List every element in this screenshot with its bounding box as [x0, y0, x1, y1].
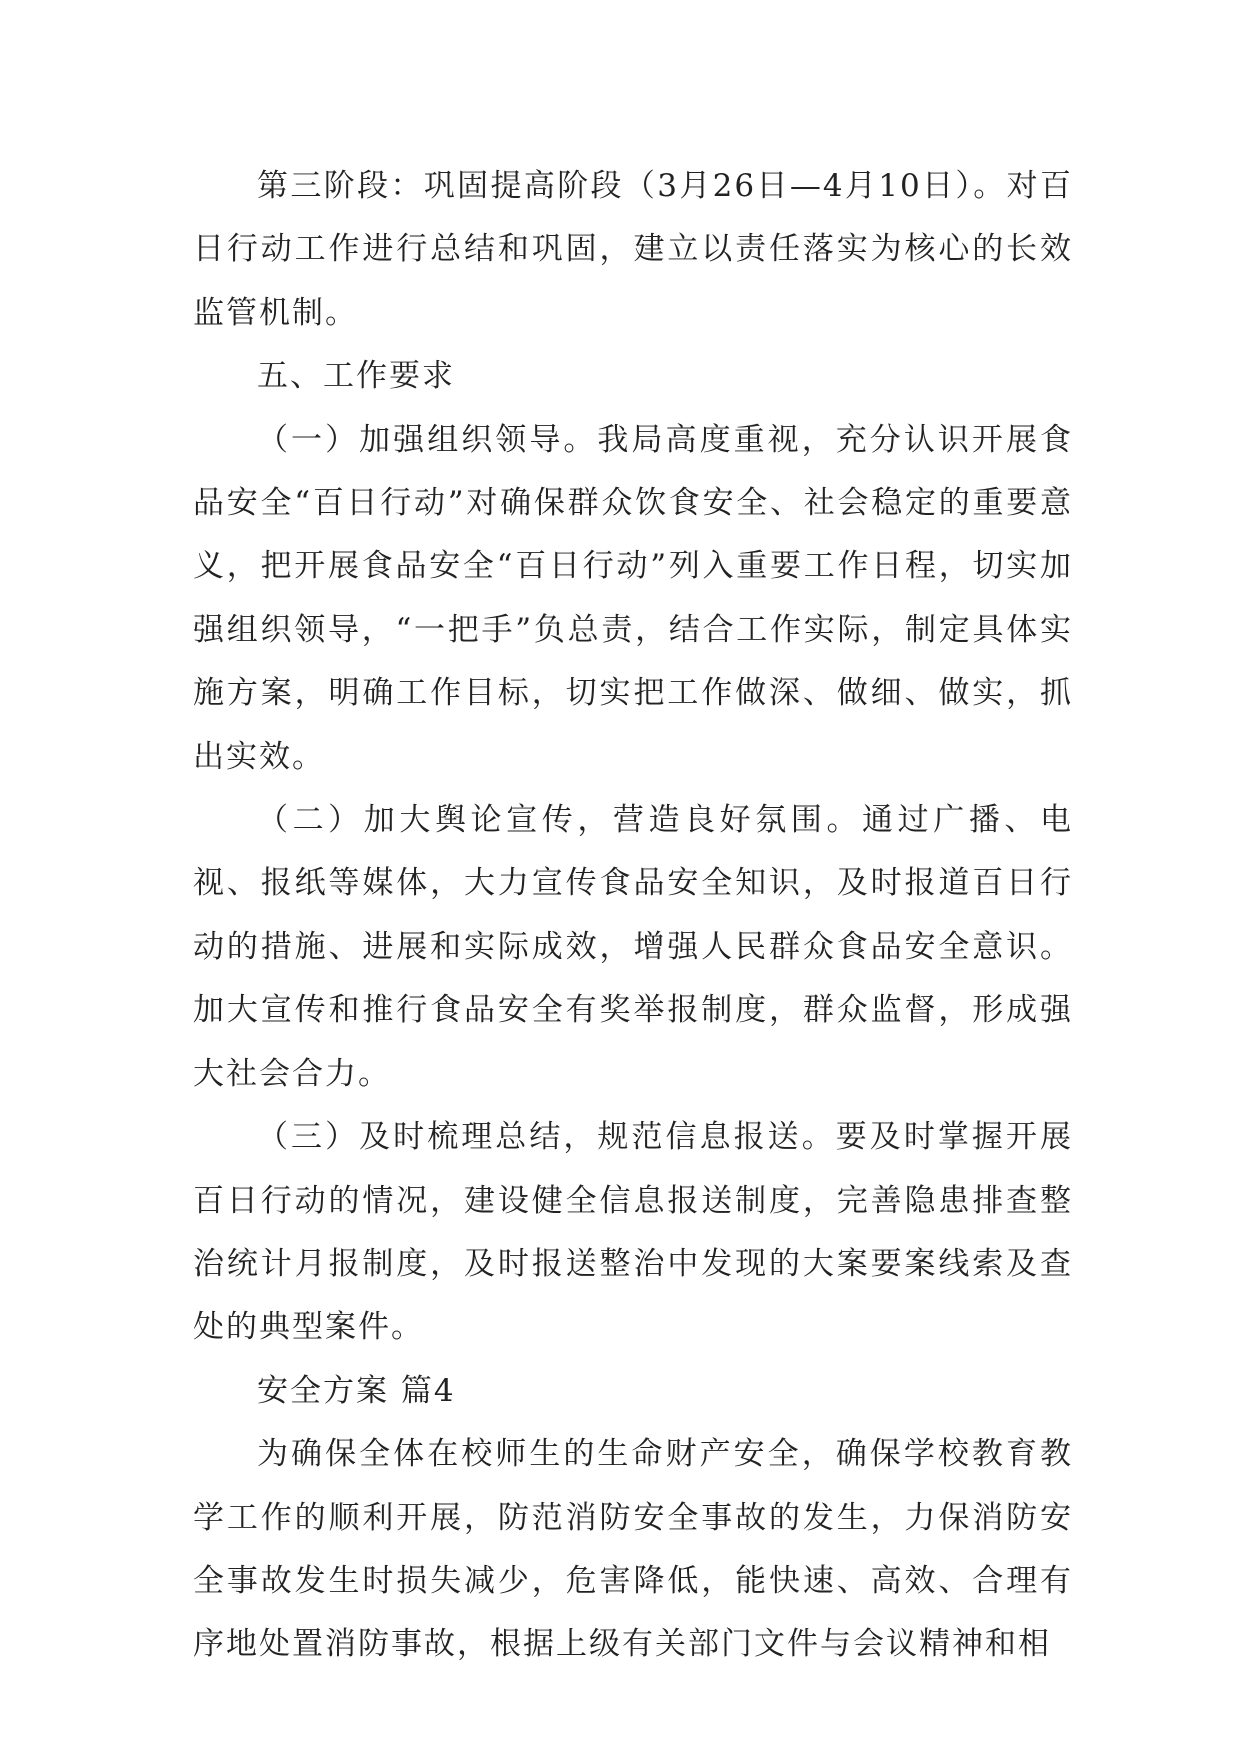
paragraph-requirement-one: （一）加强组织领导。我局高度重视，充分认识开展食品安全“百日行动”对确保群众饮食安全、社会稳定的重要意义，把开展食品安全“百日行动”列入重要工作日程，切实加强组织领导，“一把手”负总责，结合工作实际，制定具体实施方案，明确工作目标，切实把工作做深、做细、做实，抓出实效。	[193, 421, 1073, 775]
paragraph-plan-4-intro: 为确保全体在校师生的生命财产安全，确保学校教育教学工作的顺利开展，防范消防安全事故的发生，力保消防安全事故发生时损失减少，危害降低，能快速、高效、合理有序地处置消防事故，根据上级有关部门文件与会议精神和相	[193, 1436, 1073, 1663]
paragraph-requirement-three: （三）及时梳理总结，规范信息报送。要及时掌握开展百日行动的情况，建设健全信息报送制度，完善隐患排查整治统计月报制度，及时报送整治中发现的大案要案线索及查处的典型案件。	[193, 1119, 1073, 1346]
section-heading-work-requirements: 五、工作要求	[257, 358, 455, 395]
paragraph-stage-three: 第三阶段：巩固提高阶段（3月26日—4月10日）。对百日行动工作进行总结和巩固，建立以责任落实为核心的长效监管机制。	[193, 168, 1073, 331]
paragraph-requirement-two: （二）加大舆论宣传，营造良好氛围。通过广播、电视、报纸等媒体，大力宣传食品安全知识，及时报道百日行动的措施、进展和实际成效，增强人民群众食品安全意识。加大宣传和推行食品安全有奖举报制度，群众监督，形成强大社会合力。	[193, 802, 1073, 1092]
document-body	[193, 155, 1073, 1677]
section-heading-plan-4: 安全方案 篇4	[257, 1372, 456, 1409]
